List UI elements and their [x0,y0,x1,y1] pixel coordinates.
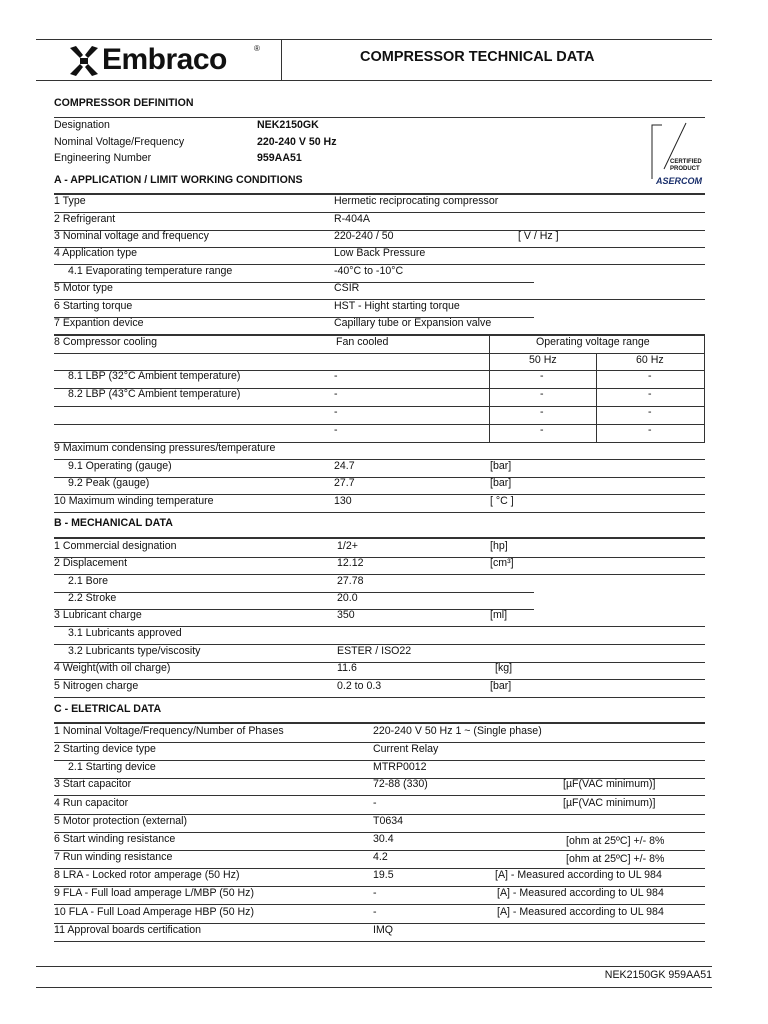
section-a-label: 9.1 Operating (gauge) [68,460,172,472]
section-c-unit: [A] - Measured according to UL 984 [497,906,664,918]
section-a-label: 7 Expantion device [54,317,144,329]
section-c-value: 72-88 (330) [373,778,428,790]
section-b-label: 1 Commercial designation [54,540,177,552]
header-divider [281,39,282,80]
section-a-value: Hermetic reciprocating compressor [334,195,499,207]
row-rule [54,904,705,905]
definition-label: Engineering Number [54,152,152,164]
footer-code: NEK2150GK 959AA51 [604,969,712,981]
section-c-label: 1 Nominal Voltage/Frequency/Number of Phases [54,725,284,737]
certified-frame-icon [650,121,705,181]
section-c-unit: [A] - Measured according to UL 984 [495,869,662,881]
cooling-row-value: - [334,370,338,382]
section-b-value: 20.0 [337,592,358,604]
registered-mark: ® [254,44,260,53]
row-rule [54,795,705,796]
section-b-heading: B - MECHANICAL DATA [54,517,173,529]
cooling-col-rule-2 [596,353,597,442]
definition-rule [54,117,705,118]
section-c-value: Current Relay [373,743,439,755]
cooling-row-50hz: - [540,388,544,400]
section-b-value: 12.12 [337,557,364,569]
section-b-label: 5 Nitrogen charge [54,680,139,692]
cooling-row-50hz: - [540,424,544,436]
header-top-rule [36,39,712,40]
section-b-unit: [cm³] [490,557,514,569]
section-c-value: - [373,906,377,918]
section-a-value: R-404A [334,213,370,225]
section-c-label: 11 Approval boards certification [54,924,202,936]
section-a-label: 4.1 Evaporating temperature range [68,265,233,277]
section-a-label: 2 Refrigerant [54,213,116,225]
hz60-header: 60 Hz [636,354,664,366]
section-c-value: 30.4 [373,833,394,845]
section-a-label: 3 Nominal voltage and frequency [54,230,209,242]
operating-voltage-range-header: Operating voltage range [536,336,650,348]
section-b-unit: [bar] [490,680,512,692]
row-rule [54,512,705,513]
section-a-label: 10 Maximum winding temperature [54,495,214,507]
section-a-label: 5 Motor type [54,282,113,294]
row-rule [54,282,534,283]
section-c-label: 7 Run winding resistance [54,851,173,863]
cooling-row-label: 8.2 LBP (43°C Ambient temperature) [68,388,241,400]
row-rule [54,592,534,593]
section-a-unit: [ °C ] [490,495,514,507]
row-rule [54,477,705,478]
section-c-value: T0634 [373,815,404,827]
cooling-row-50hz: - [540,406,544,418]
page-title: COMPRESSOR TECHNICAL DATA [360,49,595,65]
section-c-value: 19.5 [373,869,394,881]
row-rule [54,574,705,575]
row-rule [54,424,705,425]
section-b-label: 2.2 Stroke [68,592,117,604]
cooling-col-rule-1 [489,335,490,442]
section-c-label: 6 Start winding resistance [54,833,176,845]
section-c-value: - [373,797,377,809]
section-b-value: 27.78 [337,575,364,587]
definition-value: 220-240 V 50 Hz [257,136,337,148]
cooling-col-rule-3 [704,335,705,442]
section-b-unit: [kg] [495,662,513,674]
definition-heading: COMPRESSOR DEFINITION [54,97,194,109]
cooling-label: 8 Compressor cooling [54,336,158,348]
section-b-value: 0.2 to 0.3 [337,680,382,692]
section-c-label: 9 FLA - Full load amperage L/MBP (50 Hz) [54,887,254,899]
row-rule [54,406,705,407]
cooling-row-value: - [334,388,338,400]
section-a-label: 9 Maximum condensing pressures/temperature [54,442,276,454]
section-b-label: 3 Lubricant charge [54,609,142,621]
section-c-label: 2 Starting device type [54,743,156,755]
footer-bottom-rule [36,987,712,988]
header-bottom-rule [36,80,712,81]
cooling-row-value: - [334,424,338,436]
cooling-row-50hz: - [540,370,544,382]
section-c-unit: [µF(VAC minimum)] [563,778,656,790]
section-b-value: ESTER / ISO22 [337,645,412,657]
asercom-logo: ASERCOM [656,176,703,186]
section-b-label: 3.2 Lubricants type/viscosity [68,645,201,657]
section-a-value: 220-240 / 50 [334,230,394,242]
cooling-row-60hz: - [648,370,652,382]
section-c-value: 220-240 V 50 Hz 1 ~ (Single phase) [373,725,542,737]
logo-text: Embraco [102,43,227,76]
certified-product-badge [650,121,705,191]
section-c-label: 8 LRA - Locked rotor amperage (50 Hz) [54,869,240,881]
section-b-value: 11.6 [337,662,357,674]
hz50-header: 50 Hz [529,354,557,366]
definition-label: Nominal Voltage/Frequency [54,136,185,148]
section-b-value: 350 [337,609,355,621]
section-a-unit: [bar] [490,477,512,489]
section-c-value: - [373,887,377,899]
section-c-value: MTRP0012 [373,761,427,773]
cooling-value: Fan cooled [336,336,389,348]
cert-line1: CERTIFIED [670,159,702,165]
section-c-label: 3 Start capacitor [54,778,132,790]
section-a-label: 4 Application type [54,247,138,259]
row-rule [54,697,705,698]
section-c-label: 10 FLA - Full Load Amperage HBP (50 Hz) [54,906,255,918]
embraco-logo-icon [66,44,106,80]
footer-top-rule [36,966,712,967]
section-a-value: HST - Hight starting torque [334,300,460,312]
section-c-heading: C - ELETRICAL DATA [54,703,162,715]
row-rule [54,212,705,213]
cooling-row-60hz: - [648,388,652,400]
section-a-label: 1 Type [54,195,86,207]
section-c-unit: [ohm at 25ºC] +/- 8% [566,835,665,847]
section-a-value: 24.7 [334,460,355,472]
section-b-value: 1/2+ [337,540,358,552]
section-b-rule [54,537,705,539]
section-a-value: 27.7 [334,477,355,489]
cooling-row-value: - [334,406,338,418]
section-c-unit: [A] - Measured according to UL 984 [497,887,664,899]
section-c-label: 4 Run capacitor [54,797,129,809]
section-a-value: CSIR [334,282,360,294]
section-a-value: Low Back Pressure [334,247,426,259]
cert-line2: PRODUCT [670,166,700,172]
section-b-label: 2 Displacement [54,557,128,569]
row-rule [54,557,705,558]
section-c-value: 4.2 [373,851,388,863]
section-a-unit: [bar] [490,460,512,472]
section-a-unit: [ V / Hz ] [518,230,559,242]
section-a-heading: A - APPLICATION / LIMIT WORKING CONDITIONS [54,174,303,186]
section-a-value: 130 [334,495,352,507]
section-c-unit: [µF(VAC minimum)] [563,797,656,809]
cooling-row-60hz: - [648,406,652,418]
section-a-label: 9.2 Peak (gauge) [68,477,150,489]
section-b-unit: [ml] [490,609,508,621]
definition-value: NEK2150GK [257,119,319,131]
section-c-value: IMQ [373,924,394,936]
section-c-unit: [ohm at 25ºC] +/- 8% [566,853,665,865]
definition-label: Designation [54,119,110,131]
section-b-label: 3.1 Lubricants approved [68,627,182,639]
cooling-row-label: 8.1 LBP (32°C Ambient temperature) [68,370,241,382]
cooling-row-60hz: - [648,424,652,436]
section-c-label: 2.1 Starting device [68,761,156,773]
definition-value: 959AA51 [257,152,302,164]
section-c-label: 5 Motor protection (external) [54,815,188,827]
section-a-value: -40°C to -10°C [334,265,404,277]
section-b-unit: [hp] [490,540,508,552]
row-rule [54,353,705,354]
section-a-value: Capillary tube or Expansion valve [334,317,492,329]
section-b-label: 4 Weight(with oil charge) [54,662,171,674]
row-rule [54,941,705,942]
section-c-rule [54,722,705,724]
section-a-label: 6 Starting torque [54,300,133,312]
section-b-label: 2.1 Bore [68,575,109,587]
